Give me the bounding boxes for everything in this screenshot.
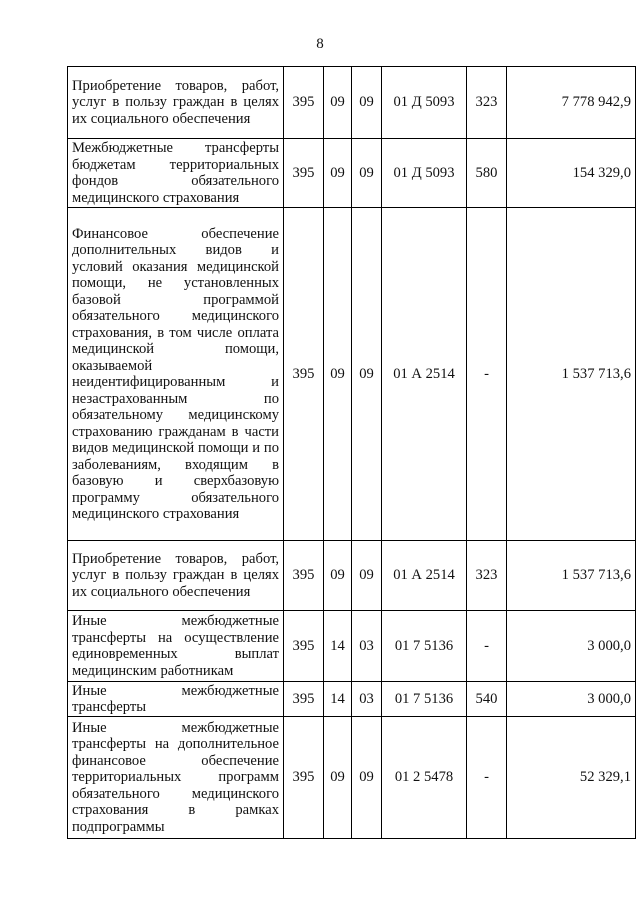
row-target-article: 01 А 2514: [382, 208, 467, 541]
row-amount: 1 537 713,6: [507, 541, 636, 611]
row-subsection-code: 09: [352, 139, 382, 208]
row-target-article: 01 7 5136: [382, 611, 467, 682]
table-row: [68, 717, 636, 839]
row-subsection-code: 09: [352, 67, 382, 139]
row-expense-type: -: [467, 717, 507, 839]
row-target-article: 01 А 2514: [382, 541, 467, 611]
row-amount: 3 000,0: [507, 611, 636, 682]
row-amount: 1 537 713,6: [507, 208, 636, 541]
row-target-article: 01 2 5478: [382, 717, 467, 839]
table-row: [68, 541, 636, 611]
page-number: 8: [316, 36, 324, 52]
row-target-article: 01 Д 5093: [382, 139, 467, 208]
row-expense-type: 540: [467, 682, 507, 717]
row-expense-type: 323: [467, 541, 507, 611]
row-ministry-code: 395: [284, 611, 324, 682]
row-expense-type: 323: [467, 67, 507, 139]
row-expense-type: -: [467, 611, 507, 682]
row-amount: 3 000,0: [507, 682, 636, 717]
row-subsection-code: 09: [352, 208, 382, 541]
row-description: Иные межбюджетные трансферты на дополнительное финансовое обеспечение территориальных программ обязательного медицинского страхования в рамках подпрограммы: [68, 717, 284, 839]
row-description: Иные межбюджетные трансферты: [68, 682, 284, 717]
row-ministry-code: 395: [284, 682, 324, 717]
row-section-code: 09: [324, 67, 352, 139]
row-description: Иные межбюджетные трансферты на осуществление единовременных выплат медицинским работникам: [68, 611, 284, 682]
row-section-code: 09: [324, 208, 352, 541]
row-amount: 154 329,0: [507, 139, 636, 208]
row-amount: 52 329,1: [507, 717, 636, 839]
row-subsection-code: 03: [352, 611, 382, 682]
table-row: [68, 139, 636, 208]
row-description: Межбюджетные трансферты бюджетам территориальных фондов обязательного медицинского страхования: [68, 139, 284, 208]
row-subsection-code: 09: [352, 541, 382, 611]
row-description: Приобретение товаров, работ, услуг в пользу граждан в целях их социального обеспечения: [68, 67, 284, 139]
row-ministry-code: 395: [284, 208, 324, 541]
row-section-code: 09: [324, 139, 352, 208]
row-section-code: 14: [324, 611, 352, 682]
row-description: Финансовое обеспечение дополнительных видов и условий оказания медицинской помощи, не установленных базовой программой обязательного медицинского страхования, в том числе оплата медицинской помощи, оказываемой неидентифицированным и незастрахованным по обязательному медицинскому страхованию гражданам в части видов медицинской помощи и по заболеваниям, входящим в базовую и сверхбазовую программу обязательного медицинского страхования: [68, 208, 284, 541]
row-ministry-code: 395: [284, 67, 324, 139]
row-ministry-code: 395: [284, 717, 324, 839]
row-ministry-code: 395: [284, 541, 324, 611]
table-row: [68, 208, 636, 541]
table-row: [68, 682, 636, 717]
budget-table: [67, 66, 636, 839]
row-amount: 7 778 942,9: [507, 67, 636, 139]
table-row: [68, 611, 636, 682]
row-description: Приобретение товаров, работ, услуг в пользу граждан в целях их социального обеспечения: [68, 541, 284, 611]
row-subsection-code: 09: [352, 717, 382, 839]
row-expense-type: -: [467, 208, 507, 541]
row-subsection-code: 03: [352, 682, 382, 717]
row-section-code: 09: [324, 541, 352, 611]
row-target-article: 01 Д 5093: [382, 67, 467, 139]
table-row: [68, 67, 636, 139]
row-ministry-code: 395: [284, 139, 324, 208]
row-section-code: 09: [324, 717, 352, 839]
row-target-article: 01 7 5136: [382, 682, 467, 717]
row-section-code: 14: [324, 682, 352, 717]
row-expense-type: 580: [467, 139, 507, 208]
